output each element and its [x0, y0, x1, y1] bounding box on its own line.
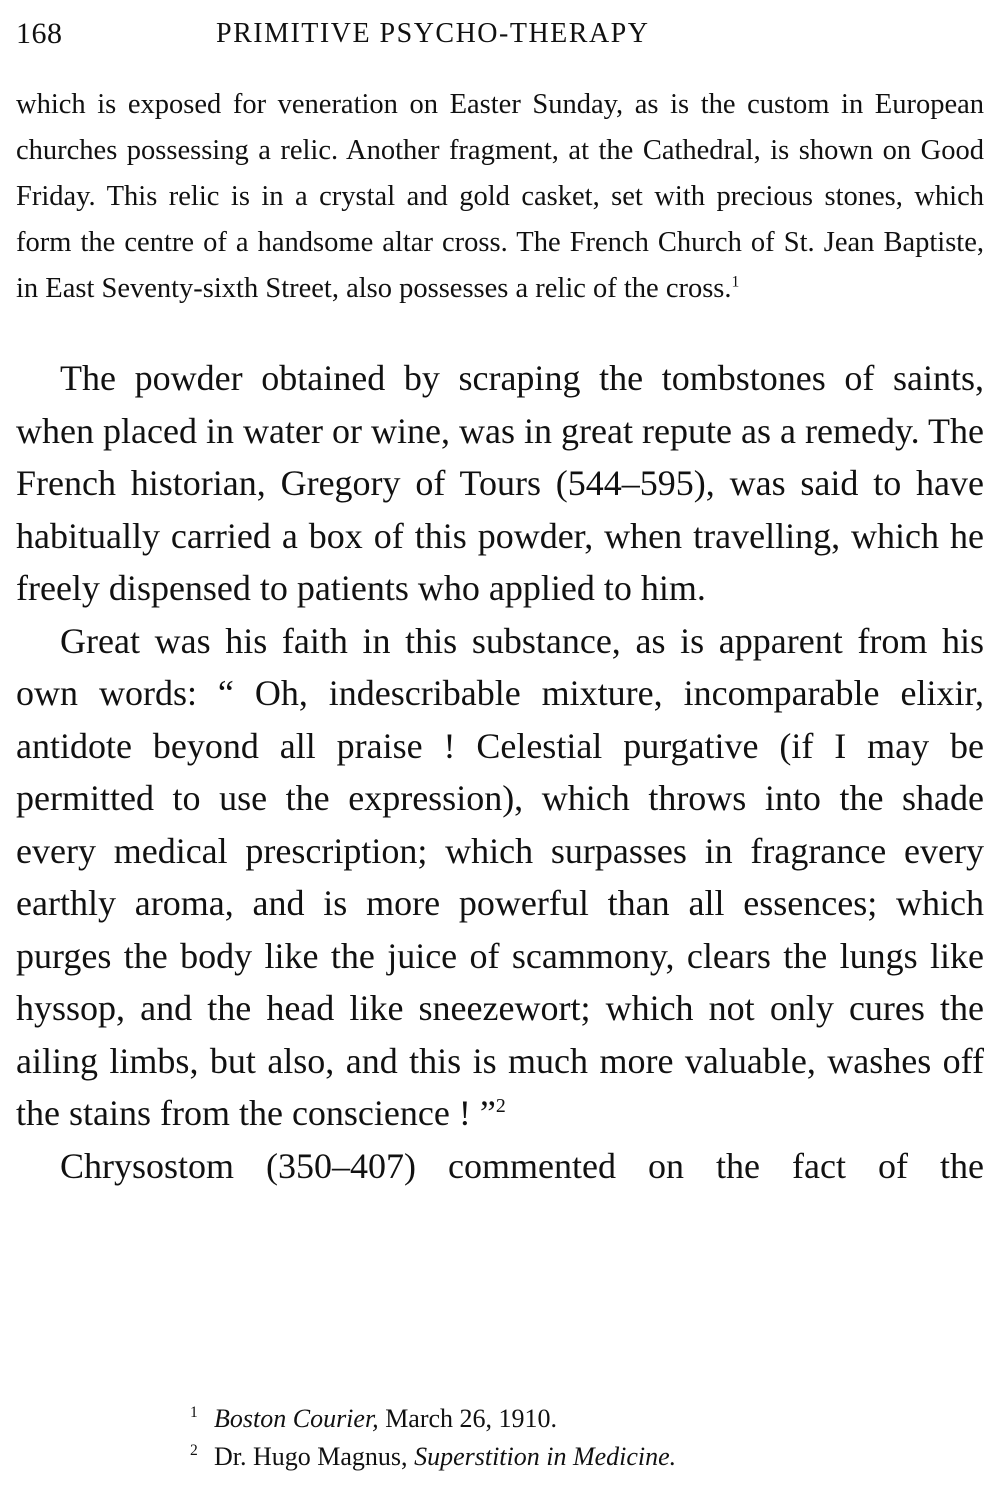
page-number: 168 — [16, 17, 63, 50]
paragraph-chrysostom-text: Chrysostom (350–407) commented on the fact of the — [60, 1145, 984, 1186]
footnote-2: 2 Dr. Hugo Magnus, Superstition in Medicine. — [190, 1442, 677, 1471]
paragraph-gregory-quote-text: Great was his faith in this substance, as is apparent from his own words: “ Oh, indescribable mixture, incomparable elixir, antidote beyond all praise ! Celestial purgative (if I may be permitted to use the expression), which throws into the shade every medical prescription; which surpasses in fragrance every earthly aroma, and is more powerful than all essences; which purges the body like the juice of scammony, clears the lungs like hyssop, and the head like sneezewort; which not only cures the ailing limbs, but also, and this is much more valuable, washes off the stains from the conscience ! ” — [16, 620, 984, 1133]
footnote-ref-1: 1 — [731, 273, 740, 291]
main-text — [16, 352, 984, 1192]
footnotes — [190, 1400, 676, 1476]
quoted-passage — [16, 82, 984, 312]
paragraph-gregory-quote — [16, 615, 984, 1140]
footnote-date: March 26, 1910. — [378, 1404, 558, 1433]
book-page — [16, 10, 984, 1480]
paragraph-tombstone-powder-text: The powder obtained by scraping the tombstones of saints, when placed in water or wine, was in great repute as a remedy. The French historian, Gregory of Tours (544–595), was said to have habitually carried a box of this powder, when travelling, which he freely dispensed to patients who applied to him. — [16, 358, 984, 608]
footnote-source-title: Boston Courier, — [214, 1404, 379, 1433]
running-title: PRIMITIVE PSYCHO-THERAPY — [216, 18, 650, 49]
footnote-1: 1 Boston Courier, March 26, 1910. — [190, 1404, 558, 1433]
footnote-ref-2: 2 — [495, 1095, 506, 1117]
paragraph-tombstone-powder — [16, 352, 984, 615]
footnote-author: Dr. Hugo Magnus, — [214, 1442, 415, 1471]
quoted-passage-text: which is exposed for veneration on Easter Sunday, as is the custom in European churches possessing a relic. Another fragment, at the Cathedral, is shown on Good Friday. This relic is in a crystal and gold casket, set with precious stones, which form the centre of a handsome altar cross. The French Church of St. Jean Baptiste, in East Seventy-sixth Street, also possesses a relic of the cross. — [16, 89, 984, 304]
page-header — [16, 10, 984, 58]
paragraph-chrysostom — [16, 1140, 984, 1193]
footnote-book-title: Superstition in Medicine. — [414, 1442, 677, 1471]
